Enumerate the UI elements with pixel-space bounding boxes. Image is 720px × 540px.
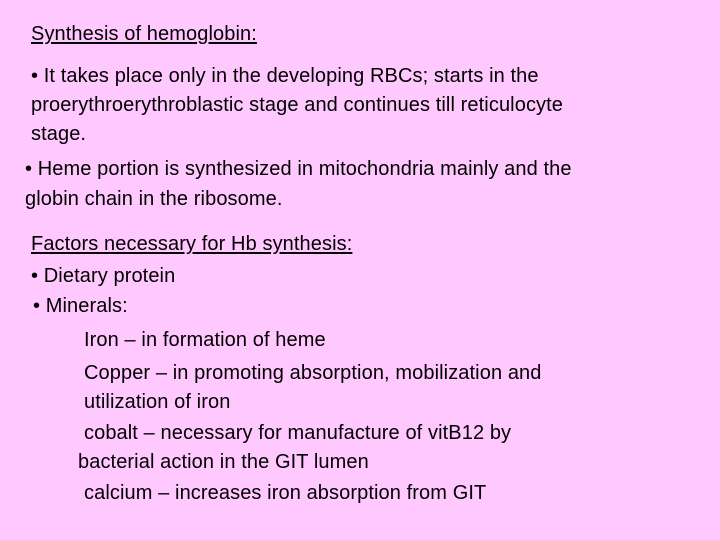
mineral-cobalt-line-2: bacterial action in the GIT lumen [78,451,369,473]
mineral-iron: Iron – in formation of heme [84,329,326,351]
heading-synthesis: Synthesis of hemoglobin: [31,23,257,45]
heading-factors: Factors necessary for Hb synthesis: [31,233,353,255]
bullet-1-line-2: proerythroerythroblastic stage and continues till reticulocyte [31,94,564,116]
mineral-cobalt-line-1: cobalt – necessary for manufacture of vitB12 by [84,422,512,444]
mineral-copper-line-1: Copper – in promoting absorption, mobilization and [84,362,542,384]
mineral-copper-line-2: utilization of iron [84,391,231,413]
mineral-calcium: calcium – increases iron absorption from GIT [84,482,487,504]
bullet-2-line-2: globin chain in the ribosome. [25,188,283,210]
factor-dietary-protein: • Dietary protein [31,265,176,287]
bullet-2-line-1: • Heme portion is synthesized in mitochondria mainly and the [25,158,572,180]
bullet-1-line-3: stage. [31,123,87,145]
factor-minerals: • Minerals: [33,295,128,317]
bullet-1-line-1: • It takes place only in the developing RBCs; starts in the [31,65,539,87]
